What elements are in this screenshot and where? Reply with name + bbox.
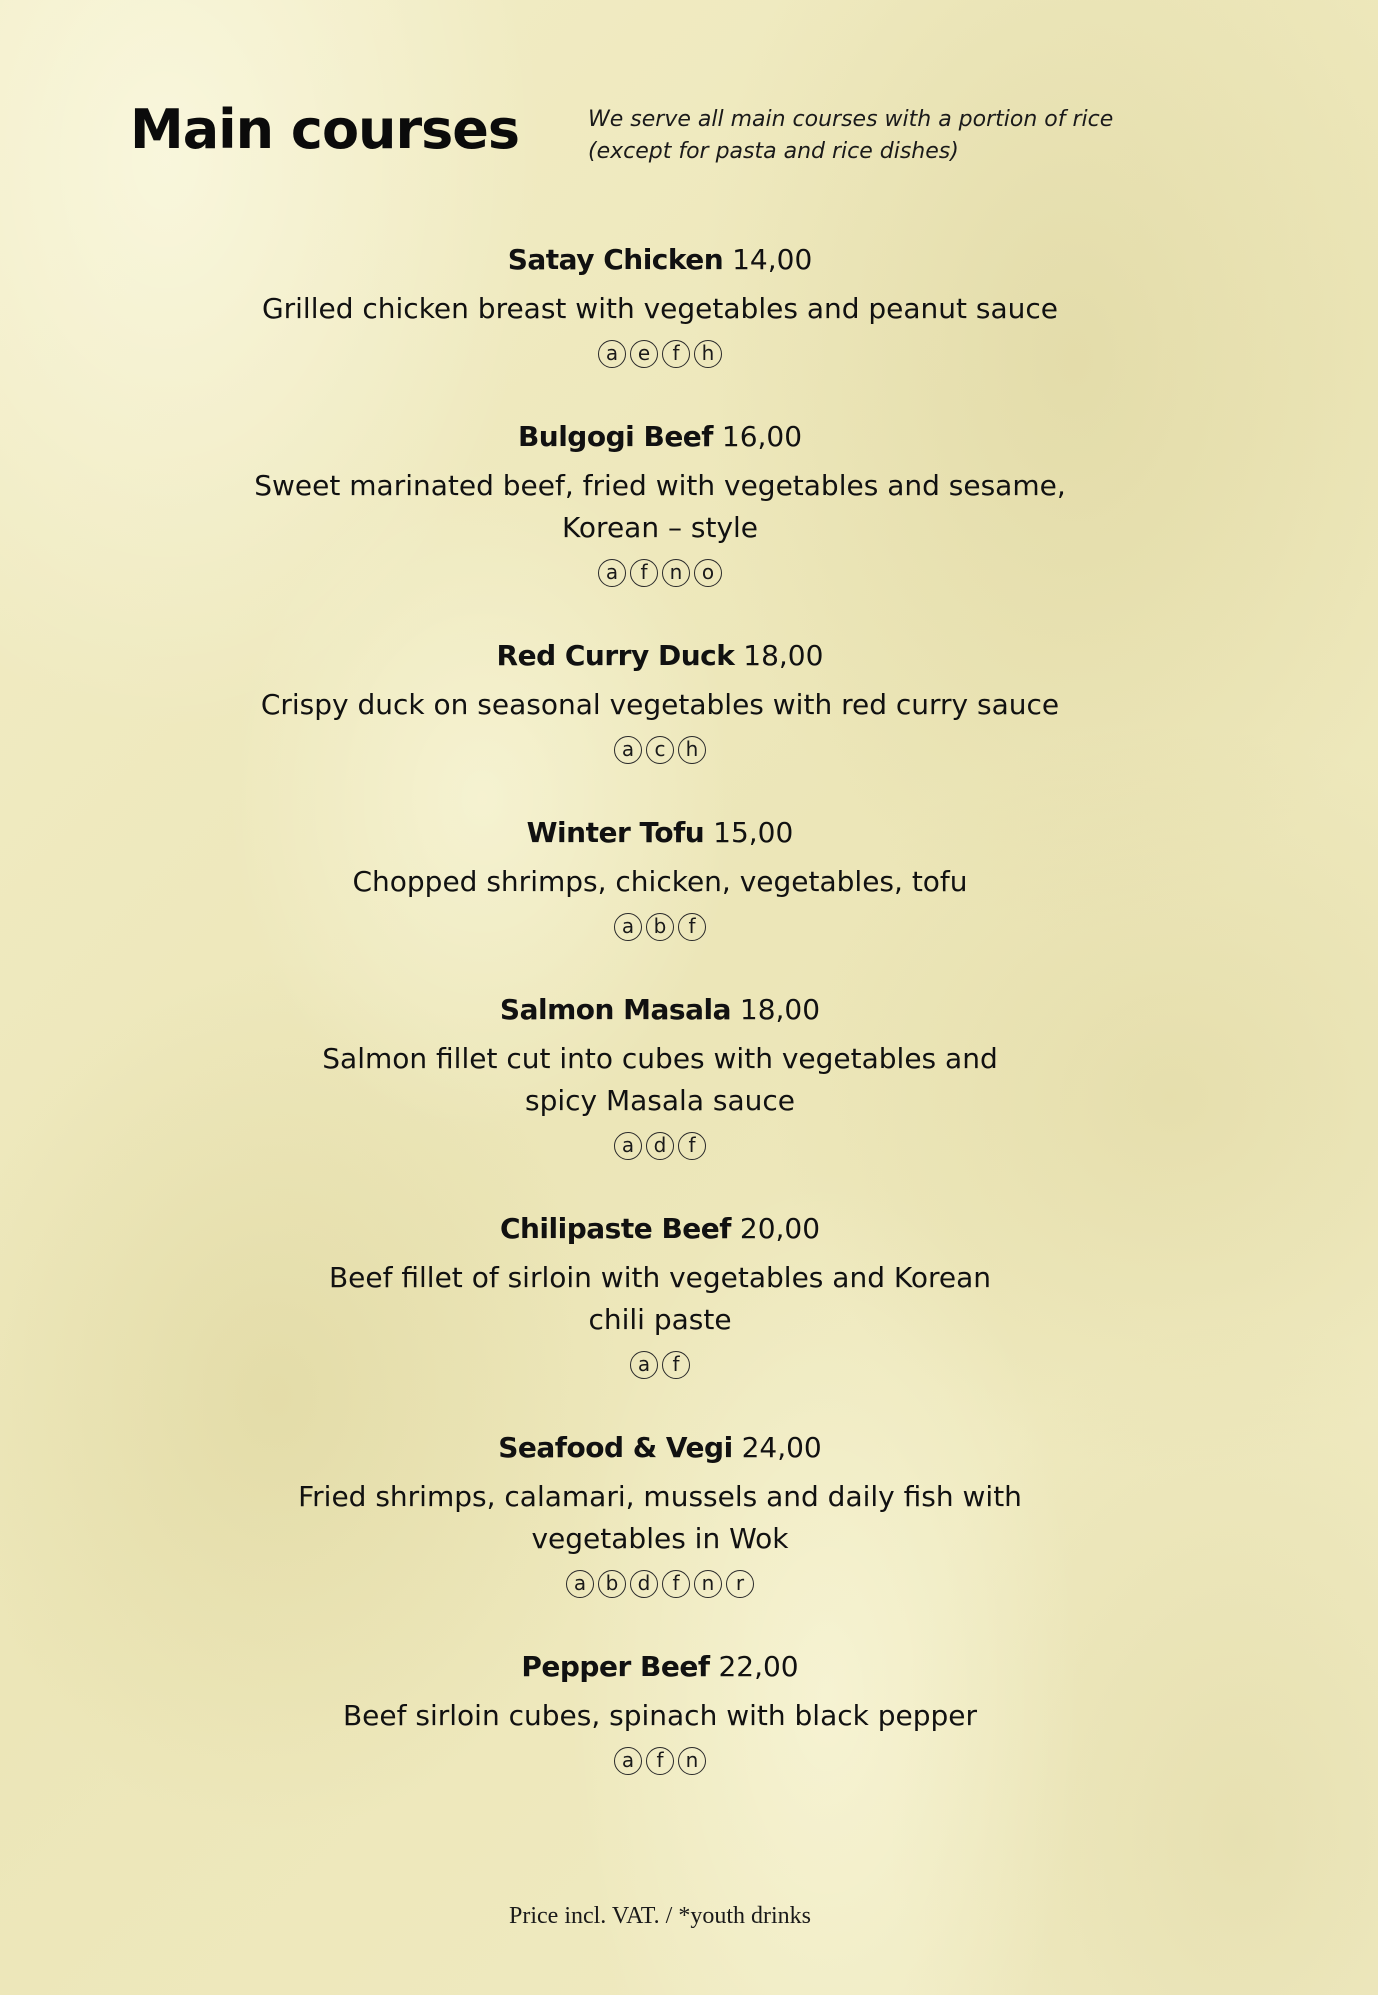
allergen-badge: a (598, 559, 626, 587)
dish-price: 16,00 (721, 420, 803, 453)
allergen-codes (160, 553, 1160, 593)
allergen-badge: h (678, 736, 706, 764)
dish-item (160, 240, 1160, 374)
dish-item (160, 1647, 1160, 1781)
dish-description (160, 465, 1160, 549)
dish-name: Bulgogi Beef (517, 420, 713, 453)
dish-description-line: Chopped shrimps, chicken, vegetables, tofu (352, 865, 968, 898)
dish-item (160, 813, 1160, 947)
page-header (0, 0, 1378, 190)
allergen-badge: a (566, 1570, 594, 1598)
dish-price: 18,00 (739, 993, 821, 1026)
allergen-badge: f (662, 1570, 690, 1598)
dish-description-line: Sweet marinated beef, fried with vegetables and sesame, (254, 469, 1066, 502)
dish-item (160, 1209, 1160, 1385)
dish-description (160, 288, 1160, 330)
allergen-badge: a (630, 1351, 658, 1379)
allergen-badge: b (646, 913, 674, 941)
dish-name: Satay Chicken (507, 243, 724, 276)
dish-name: Red Curry Duck (496, 639, 735, 672)
dish-item (160, 1428, 1160, 1604)
allergen-badge: f (662, 1351, 690, 1379)
dish-item (160, 417, 1160, 593)
dish-price: 15,00 (713, 816, 794, 849)
dish-description-line: Fried shrimps, calamari, mussels and daily fish with (298, 1480, 1022, 1513)
allergen-badge: a (614, 736, 642, 764)
rice-note (588, 104, 1208, 168)
allergen-codes (160, 907, 1160, 947)
dish-list (160, 240, 1160, 1824)
allergen-badge: n (678, 1747, 706, 1775)
allergen-badge: a (614, 913, 642, 941)
dish-description-line: Salmon fillet cut into cubes with vegetables and (322, 1042, 998, 1075)
allergen-badge: r (726, 1570, 754, 1598)
dish-price: 24,00 (741, 1431, 822, 1464)
dish-heading (160, 813, 1160, 853)
dish-description-line: vegetables in Wok (531, 1522, 789, 1555)
dish-description (160, 861, 1160, 903)
dish-heading (160, 1647, 1160, 1687)
rice-note-line: (except for pasta and rice dishes) (588, 139, 959, 164)
allergen-badge: f (678, 913, 706, 941)
allergen-codes (160, 730, 1160, 770)
dish-heading (160, 417, 1160, 457)
dish-item (160, 636, 1160, 770)
dish-description-line: Korean – style (561, 511, 759, 544)
dish-description (160, 684, 1160, 726)
dish-description (160, 1257, 1160, 1341)
allergen-badge: h (694, 340, 722, 368)
dish-heading (160, 990, 1160, 1030)
allergen-badge: n (662, 559, 690, 587)
allergen-badge: a (614, 1747, 642, 1775)
dish-name: Seafood & Vegi (498, 1431, 733, 1464)
rice-note-line: We serve all main courses with a portion of rice (588, 107, 1114, 132)
allergen-badge: d (630, 1570, 658, 1598)
dish-item (160, 990, 1160, 1166)
page-title: Main courses (130, 98, 520, 161)
dish-description-line: Grilled chicken breast with vegetables and peanut sauce (261, 292, 1059, 325)
price-footnote: Price incl. VAT. / *youth drinks (509, 1903, 811, 1929)
dish-name: Pepper Beef (521, 1650, 710, 1683)
dish-name: Winter Tofu (526, 816, 705, 849)
dish-description (160, 1476, 1160, 1560)
dish-heading (160, 1209, 1160, 1249)
dish-description (160, 1038, 1160, 1122)
allergen-badge: a (614, 1132, 642, 1160)
allergen-codes (160, 1741, 1160, 1781)
allergen-badge: o (694, 559, 722, 587)
dish-name: Salmon Masala (499, 993, 731, 1026)
dish-price: 22,00 (718, 1650, 799, 1683)
dish-description-line: Beef fillet of sirloin with vegetables and Korean (328, 1261, 992, 1294)
allergen-codes (160, 1126, 1160, 1166)
allergen-badge: a (598, 340, 626, 368)
allergen-badge: b (598, 1570, 626, 1598)
dish-description (160, 1695, 1160, 1737)
dish-price: 18,00 (743, 639, 824, 672)
dish-description-line: spicy Masala sauce (524, 1084, 796, 1117)
allergen-badge: f (662, 340, 690, 368)
dish-heading (160, 636, 1160, 676)
dish-price: 14,00 (732, 243, 813, 276)
dish-description-line: Beef sirloin cubes, spinach with black pepper (342, 1699, 978, 1732)
allergen-badge: c (646, 736, 674, 764)
dish-price: 20,00 (739, 1212, 821, 1245)
allergen-badge: f (646, 1747, 674, 1775)
dish-description-line: Crispy duck on seasonal vegetables with red curry sauce (260, 688, 1060, 721)
allergen-codes (160, 1345, 1160, 1385)
dish-description-line: chili paste (588, 1303, 732, 1336)
allergen-badge: f (678, 1132, 706, 1160)
dish-heading (160, 240, 1160, 280)
allergen-badge: n (694, 1570, 722, 1598)
dish-name: Chilipaste Beef (499, 1212, 731, 1245)
allergen-codes (160, 1564, 1160, 1604)
allergen-codes (160, 334, 1160, 374)
allergen-badge: d (646, 1132, 674, 1160)
allergen-badge: e (630, 340, 658, 368)
allergen-badge: f (630, 559, 658, 587)
dish-heading (160, 1428, 1160, 1468)
